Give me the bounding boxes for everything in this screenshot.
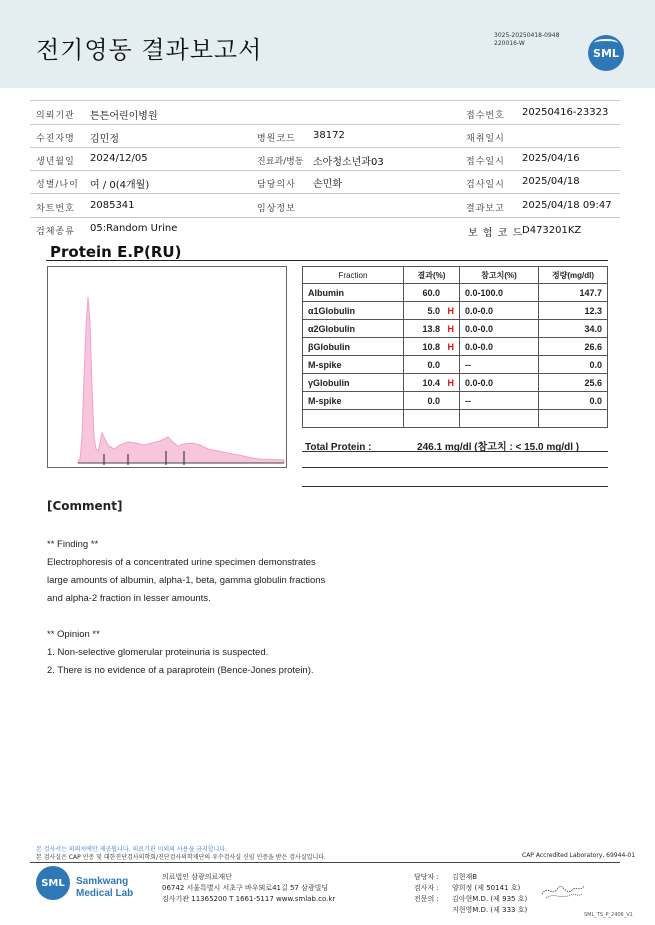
footer-notice-1: 본 검사서는 의뢰처에만 제공됩니다. 의료기관 이외의 사용을 금지합니다.	[36, 846, 228, 853]
finding-line: large amounts of albumin, alpha-1, beta, gamma globulin fractions	[47, 575, 326, 586]
finding-line: Electrophoresis of a concentrated urine specimen demonstrates	[47, 557, 316, 568]
fraction-name	[303, 410, 404, 428]
doctor-value: 손민화	[313, 179, 342, 190]
fraction-result	[404, 338, 460, 356]
info-divider	[30, 193, 620, 194]
lab-name-line2: Medical Lab	[76, 888, 134, 899]
table-row	[303, 320, 608, 338]
fraction-result	[404, 356, 460, 374]
table-row	[303, 338, 608, 356]
info-divider	[30, 170, 620, 171]
electrophoresis-curve	[48, 267, 286, 467]
fraction-quantity: 34.0	[539, 320, 608, 338]
fraction-reference	[460, 410, 539, 428]
fraction-quantity: 0.0	[539, 356, 608, 374]
header-fraction: Fraction	[303, 267, 404, 284]
header-result: 결과(%)	[404, 267, 460, 284]
comment-heading: [Comment]	[47, 499, 123, 513]
staff-name: 김현재B	[452, 873, 478, 881]
total-rule	[302, 486, 608, 487]
org-contact: 검사기관 11365200 T 1661-5117 www.smlab.co.kr	[162, 895, 336, 903]
sml-logo	[588, 35, 624, 71]
total-protein-reference: (참고치 : < 15.0 mg/dl )	[474, 442, 580, 453]
sex-age-value: 여 / 0(4개월)	[90, 180, 150, 191]
opinion-line: 2. There is no evidence of a paraprotein (Bence-Jones protein).	[47, 665, 314, 676]
birth-label: 생년월일	[36, 157, 75, 167]
high-flag: H	[447, 323, 454, 334]
collect-date-label: 채취일시	[466, 134, 505, 144]
fraction-quantity: 12.3	[539, 302, 608, 320]
fraction-result	[404, 392, 460, 410]
high-flag: H	[447, 341, 454, 352]
sml-logo-text: SML	[593, 46, 619, 60]
electrophoresis-graph	[47, 266, 287, 468]
total-protein-value: 246.1 mg/dl	[417, 442, 472, 453]
table-row	[303, 356, 608, 374]
info-divider	[30, 100, 620, 101]
opinion-heading: ** Opinion **	[47, 629, 100, 640]
doctor-label: 담당의사	[257, 180, 296, 190]
fraction-reference: --	[460, 356, 539, 374]
fraction-table	[302, 266, 608, 428]
fraction-quantity: 0.0	[539, 392, 608, 410]
header-reference: 참고치(%)	[460, 267, 539, 284]
section-title: Protein E.P(RU)	[50, 243, 182, 261]
fraction-result	[404, 302, 460, 320]
result-value: 60.0	[422, 287, 440, 298]
fraction-name: M-spike	[303, 356, 404, 374]
report-value: 2025/04/18 09:47	[522, 200, 612, 211]
fraction-name: α1Globulin	[303, 302, 404, 320]
fraction-reference: 0.0-100.0	[460, 284, 539, 302]
total-protein-label: Total Protein :	[305, 442, 372, 453]
info-divider	[30, 124, 620, 125]
document-code: 3025-20250418-0948	[494, 32, 560, 39]
insurance-value: D473201KZ	[522, 225, 582, 236]
staff-role: 검사자 :	[414, 884, 439, 892]
fraction-result	[404, 320, 460, 338]
fraction-quantity: 25.6	[539, 374, 608, 392]
result-value: 0.0	[427, 359, 440, 370]
fraction-name: α2Globulin	[303, 320, 404, 338]
specimen-value: 05:Random Urine	[90, 223, 178, 234]
receipt-no-label: 접수번호	[466, 111, 505, 121]
fraction-name: M-spike	[303, 392, 404, 410]
result-value: 13.8	[422, 323, 440, 334]
signature-image	[540, 880, 586, 902]
fraction-quantity: 26.6	[539, 338, 608, 356]
document-subcode: 220016-W	[494, 40, 525, 47]
fraction-name: γGlobulin	[303, 374, 404, 392]
fraction-reference: 0.0-0.0	[460, 320, 539, 338]
fraction-name: βGlobulin	[303, 338, 404, 356]
result-value: 10.4	[422, 377, 440, 388]
info-divider	[30, 217, 620, 218]
hospital-code-label: 병원코드	[257, 134, 296, 144]
dept-value: 소아청소년과03	[313, 157, 384, 168]
finding-line: and alpha-2 fraction in lesser amounts.	[47, 593, 211, 604]
fraction-reference: 0.0-0.0	[460, 338, 539, 356]
result-value: 10.8	[422, 341, 440, 352]
fraction-result	[404, 374, 460, 392]
hospital-code-value: 38172	[313, 130, 345, 141]
fraction-result	[404, 284, 460, 302]
samkwang-logo-text: SML	[41, 877, 65, 889]
staff-name: 김아현M.D. (제 935 호)	[452, 895, 528, 903]
samkwang-logo-icon	[36, 866, 70, 900]
high-flag: H	[447, 377, 454, 388]
densitometry-trace	[78, 297, 284, 463]
info-divider	[30, 147, 620, 148]
institution-value: 튼튼어린이병원	[90, 111, 158, 122]
staff-name: 양희정 (제 50141 호)	[452, 884, 521, 892]
fraction-reference: 0.0-0.0	[460, 302, 539, 320]
form-code: SML_TS_P_2406_V1	[584, 912, 633, 918]
section-title-rule	[46, 260, 608, 261]
chart-no-value: 2085341	[90, 200, 135, 211]
fraction-result	[404, 410, 460, 428]
lab-name-line1: Samkwang	[76, 876, 129, 887]
header-quantity: 정량(mg/dl)	[539, 267, 608, 284]
specimen-label: 검체종류	[36, 227, 75, 237]
staff-name: 지현영M.D. (제 333 호)	[452, 906, 528, 914]
institution-label: 의뢰기관	[36, 111, 75, 121]
high-flag: H	[447, 305, 454, 316]
sex-age-label: 성별/나이	[36, 180, 79, 190]
table-header-row	[303, 267, 608, 284]
total-rule	[302, 467, 608, 468]
footer-notice-2: 본 검사실은 CAP 인증 및 대한진단검사의학회/진단검사의학재단의 우수검사실 신임 인증을 받은 검사실입니다.	[36, 854, 326, 861]
footer-rule	[30, 862, 620, 863]
birth-value: 2024/12/05	[90, 153, 148, 164]
receipt-date-label: 접수일시	[466, 157, 505, 167]
table-row	[303, 284, 608, 302]
chart-no-label: 차트번호	[36, 204, 75, 214]
test-date-value: 2025/04/18	[522, 176, 580, 187]
receipt-no-value: 20250416-23323	[522, 107, 609, 118]
fraction-quantity: 147.7	[539, 284, 608, 302]
table-row	[303, 374, 608, 392]
staff-role: 전문의 :	[414, 895, 439, 903]
org-name: 의료법인 삼광의료재단	[162, 873, 232, 881]
org-address: 06742 서울특별시 서초구 바우뫼로41길 57 삼광빌딩	[162, 884, 329, 892]
total-rule	[302, 451, 608, 452]
report-label: 결과보고	[466, 204, 505, 214]
patient-label: 수진자명	[36, 134, 75, 144]
staff-role: 담당자 :	[414, 873, 439, 881]
fraction-quantity	[539, 410, 608, 428]
finding-heading: ** Finding **	[47, 539, 99, 550]
patient-value: 김민정	[90, 134, 119, 145]
result-value: 5.0	[427, 305, 440, 316]
report-title: 전기영동 결과보고서	[36, 36, 263, 64]
table-row	[303, 302, 608, 320]
insurance-label: 보 험 코 드	[468, 228, 524, 239]
table-row	[303, 410, 608, 428]
result-value: 0.0	[427, 395, 440, 406]
cap-accreditation: CAP Accredited Laboratory, 69944-01	[522, 852, 636, 859]
fraction-name: Albumin	[303, 284, 404, 302]
receipt-date-value: 2025/04/16	[522, 153, 580, 164]
dept-label: 진료과/병동	[257, 157, 304, 167]
fraction-reference: --	[460, 392, 539, 410]
table-row	[303, 392, 608, 410]
fraction-reference: 0.0-0.0	[460, 374, 539, 392]
opinion-line: 1. Non-selective glomerular proteinuria is suspected.	[47, 647, 269, 658]
test-date-label: 검사일시	[466, 180, 505, 190]
clinical-label: 임상정보	[257, 204, 296, 214]
